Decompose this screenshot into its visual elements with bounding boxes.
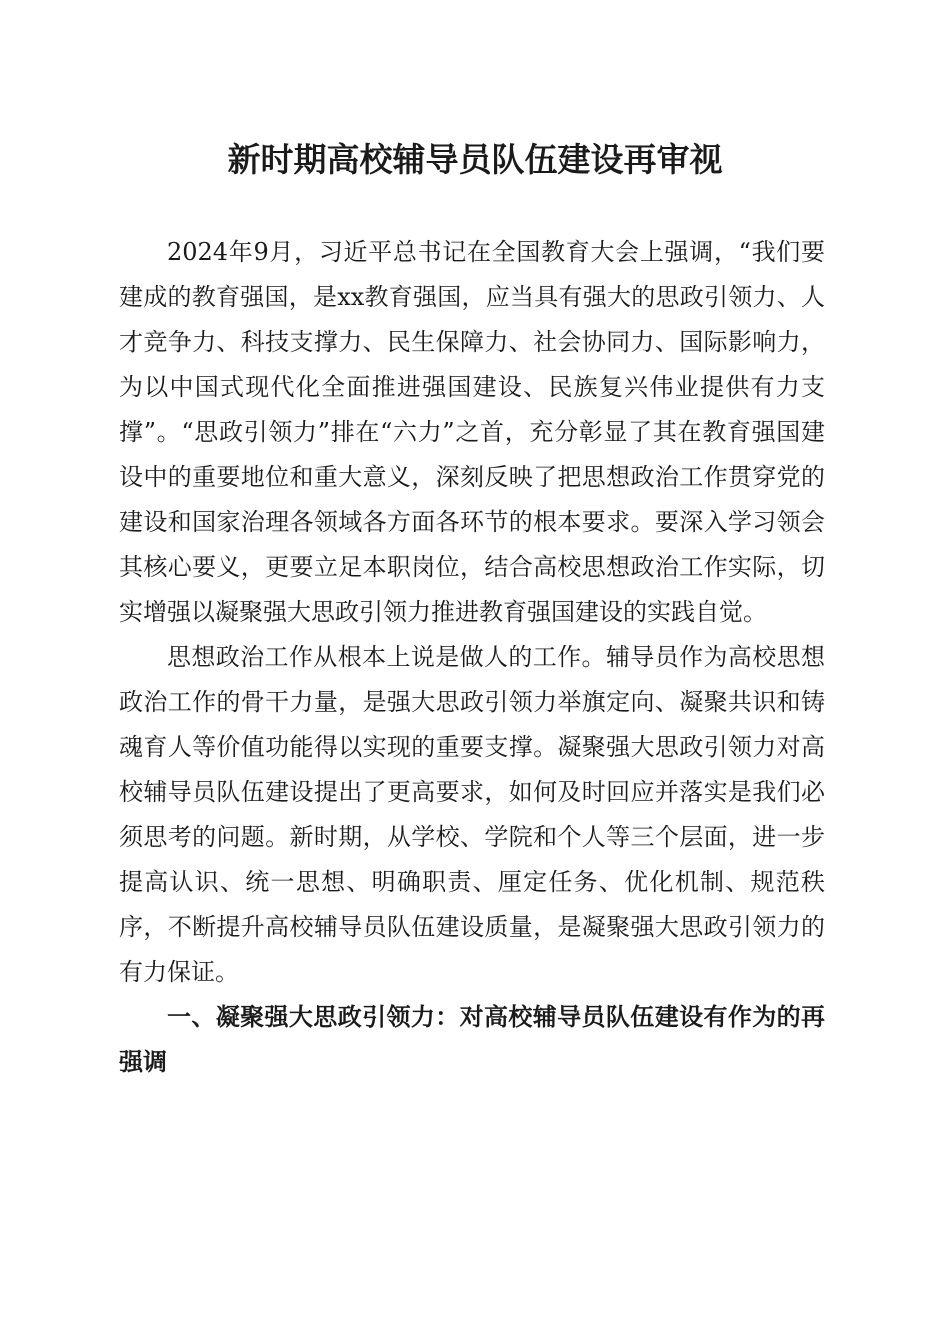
document-title: 新时期高校辅导员队伍建设再审视 [227,140,723,179]
document-body [119,230,825,1085]
section-heading: 一、凝聚强大思政引领力：对高校辅导员队伍建设有作为的再强调 [119,1003,825,1076]
paragraph-1: 2024年9月，习近平总书记在全国教育大会上强调，“我们要建成的教育强国，是xx教育强国，应当具有强大的思政引领力、人才竞争力、科技支撑力、民生保障力、社会协同力、国际影响力，为以中国式现代化全面推进强国建设、民族复兴伟业提供有力支撑”。“思政引领力”排在“六力”之首，充分彰显了其在教育强国建设中的重要地位和重大意义，深刻反映了把思想政治工作贯穿党的建设和国家治理各领域各方面各环节的根本要求。要深入学习领会其核心要义，更要立足本职岗位，结合高校思想政治工作实际，切实增强以凝聚强大思政引领力推进教育强国建设的实践自觉。 [119,238,825,626]
paragraph-2: 思想政治工作从根本上说是做人的工作。辅导员作为高校思想政治工作的骨干力量，是强大思政引领力举旗定向、凝聚共识和铸魂育人等价值功能得以实现的重要支撑。凝聚强大思政引领力对高校辅导员队伍建设提出了更高要求，如何及时回应并落实是我们必须思考的问题。新时期，从学校、学院和个人等三个层面，进一步提高认识、统一思想、明确职责、厘定任务、优化机制、规范秩序，不断提升高校辅导员队伍建设质量，是凝聚强大思政引领力的有力保证。 [119,643,825,986]
